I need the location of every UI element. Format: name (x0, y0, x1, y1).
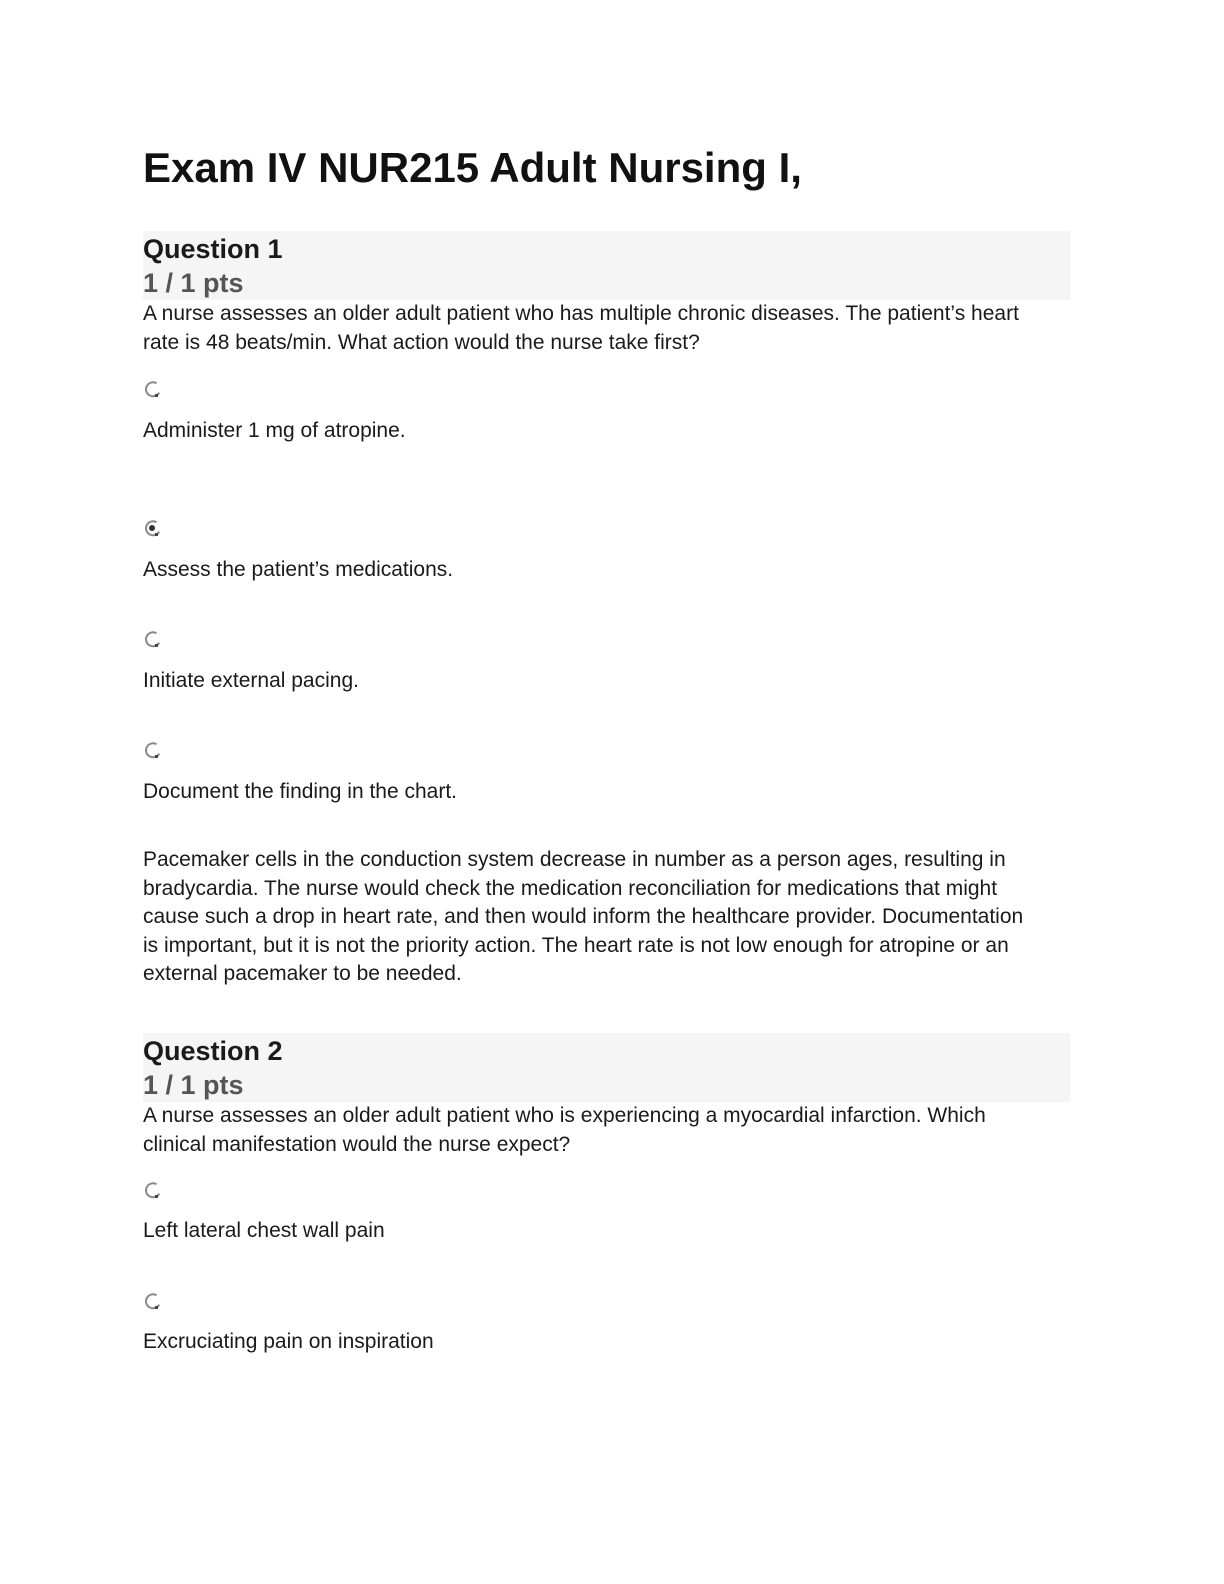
radio-selected-icon[interactable] (144, 519, 162, 537)
radio-unselected-icon[interactable] (144, 1292, 162, 1310)
answer-option[interactable]: Excruciating pain on inspiration (143, 1330, 434, 1353)
radio-unselected-icon[interactable] (144, 630, 162, 648)
question-points: 1 / 1 pts (143, 1070, 244, 1100)
radio-unselected-icon[interactable] (144, 741, 162, 759)
question-points: 1 / 1 pts (143, 268, 244, 298)
answer-option[interactable]: Document the finding in the chart. (143, 780, 458, 803)
radio-unselected-icon[interactable] (144, 380, 162, 398)
question-1-header (143, 231, 1070, 300)
question-text: A nurse assesses an older adult patient who has multiple chronic diseases. The patient’s heart rate is 48 beats/min. What action would the nurse take first? (143, 302, 1019, 354)
radio-unselected-icon[interactable] (144, 1181, 162, 1199)
question-title: Question 2 (143, 1036, 283, 1066)
answer-option-selected[interactable]: Assess the patient’s medications. (143, 558, 454, 581)
answer-option[interactable]: Initiate external pacing. (143, 669, 359, 692)
question-title: Question 1 (143, 234, 283, 264)
answer-option[interactable]: Left lateral chest wall pain (143, 1219, 385, 1242)
answer-option[interactable]: Administer 1 mg of atropine. (143, 419, 406, 442)
question-2-header (143, 1033, 1070, 1102)
page-title: Exam IV NUR215 Adult Nursing I, (143, 144, 802, 191)
answer-feedback: Pacemaker cells in the conduction system decrease in number as a person ages, resulting in bradycardia. The nurse would check the medication reconciliation for medications that might cause such a drop in heart rate, and then would inform the healthcare provider. Documentation is important, but it is not the priority action. The heart rate is not low enough for atropine or an external pacemaker to be needed. (143, 848, 1024, 985)
question-text: A nurse assesses an older adult patient who is experiencing a myocardial infarction. Which clinical manifestation would the nurse expect? (143, 1104, 986, 1156)
